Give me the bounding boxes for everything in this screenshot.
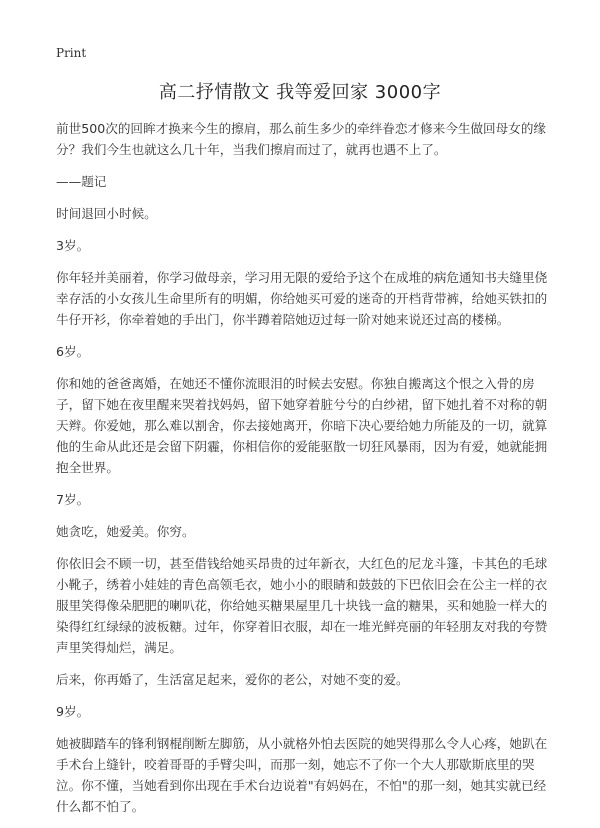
paragraph-epigraph: ——题记: [56, 174, 107, 189]
paragraph-age-6: 6岁。: [56, 344, 90, 359]
article-body: [56, 118, 552, 828]
paragraph-flashback: 时间退回小时候。: [56, 206, 157, 221]
paragraph-age-9-text: 她被脚踏车的锋利钢棍削断左脚筋，从小就格外怕去医院的她哭得那么令人心疼，她趴在手术台上缝针，咬着哥哥的手臂尖叫，而那一刻，她忘不了你一个大人那歇斯底里的哭泣。你不懂，当她看到你出现在手术台边说着"有妈妈在，不怕"的那一刻，她其实就已经什么都不怕了。: [56, 736, 548, 814]
paragraph-age-6-text: 你和她的爸爸离婚，在她还不懂你流眼泪的时候去安慰。你独自搬离这个恨之入骨的房子，留下她在夜里醒来哭着找妈妈，留下她穿着脏兮兮的白纱裙，留下她扎着不对称的朝天辫。你爱她，那么难以割舍，你去接她离开，你暗下决心要给她力所能及的一切，就算他的生命从此还是会留下阴霾，你相信你的爱能驱散一切狂风暴雨，因为有爱，她就能拥抱全世界。: [56, 376, 548, 475]
paragraph-age-7-text: 你依旧会不顾一切，甚至借钱给她买昂贵的过年新衣，大红色的尼龙斗篷，卡其色的毛球小靴子，绣着小娃娃的青色高领毛衣，她小小的眼睛和鼓鼓的下巴依旧会在公主一样的衣服里笑得像朵肥肥的喇叭花，你给她买糖果屋里几十块钱一盒的糖果，买和她脸一样大的染得红红绿绿的波板糖。过年，你穿着旧衣服，却在一堆光鲜亮丽的年轻朋友对我的夸赞声里笑得灿烂，满足。: [56, 556, 548, 655]
paragraph-age-7: 7岁。: [56, 492, 90, 507]
paragraph-remarriage: 后来，你再婚了，生活富足起来，爱你的老公，对她不变的爱。: [56, 672, 409, 687]
paragraph-age-3: 3岁。: [56, 238, 90, 253]
print-label: Print: [56, 46, 87, 60]
paragraph-intro: 前世500次的回眸才换来今生的擦肩，那么前生多少的牵绊眷恋才修来今生做回母女的缘分？我们今生也就这么几十年，当我们擦肩而过了，就再也遇不上了。: [56, 121, 547, 157]
paragraph-age-7-short: 她贪吃，她爱美。你穷。: [56, 524, 195, 539]
paragraph-age-9: 9岁。: [56, 704, 90, 719]
paragraph-age-3-text: 你年轻并美丽着，你学习做母亲，学习用无限的爱给予这个在成堆的病危通知书夫缝里侥幸存活的小女孩儿生命里所有的明媚，你给她买可爱的迷奇的开档背带裤，给她买铁扣的牛仔开衫，你牵着她的手出门，你半蹲着陪她迈过每一阶对她来说还过高的楼梯。: [56, 270, 548, 327]
page-title: 高二抒情散文 我等爱回家 3000字: [158, 82, 442, 103]
